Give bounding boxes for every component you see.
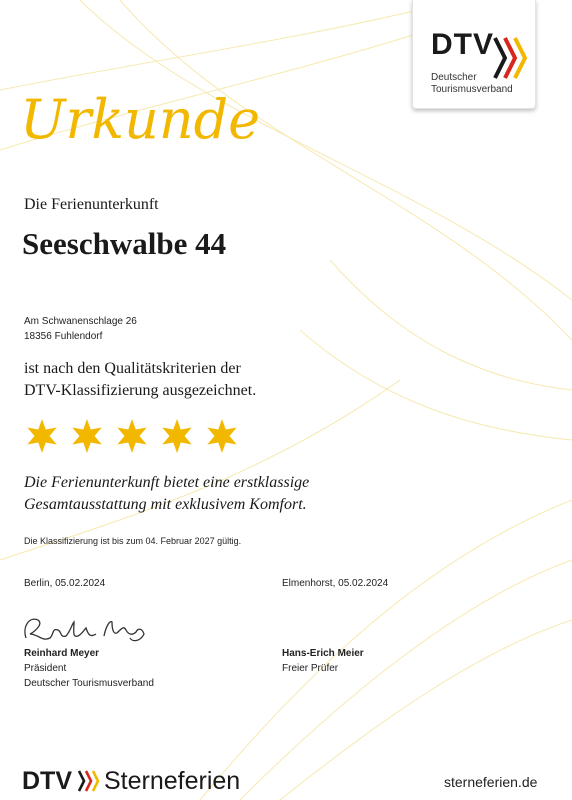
right-signatory-name: Hans-Erich Meier [282,648,364,659]
right-signatory-role: Freier Prüfer [282,663,339,674]
badge-organization [431,72,513,96]
badge-logo-text: DTV [431,28,494,61]
property-address [24,314,137,344]
badge-org-line1: Deutscher [431,72,477,83]
right-place-date: Elmenhorst, 05.02.2024 [282,578,389,589]
description-line-1: Die Ferienunterkunft bietet eine erstklassige [24,474,310,491]
description-line-2: Gesamtausstattung mit exklusivem Komfort. [24,496,307,513]
footer-chevrons-icon [78,770,102,792]
footer-logo-text: DTV [22,767,72,795]
dtv-badge [412,0,536,109]
star-icon [69,418,105,454]
property-name: Seeschwalbe 44 [22,226,227,261]
quality-line-2: DTV-Klassifizierung ausgezeichnet. [24,382,257,399]
footer-brand: Sterneferien [104,767,241,795]
footer-url: sterneferien.de [444,774,538,790]
quality-line-1: ist nach den Qualitätskriterien der [24,360,241,377]
left-signatory-role: Präsident [24,663,67,674]
quality-statement [24,358,256,402]
validity-note: Die Klassifizierung ist bis zum 04. Februar 2027 gültig. [24,536,242,546]
left-signatory-organization: Deutscher Tourismusverband [24,678,154,689]
star-icon [159,418,195,454]
left-signatory [24,646,154,691]
star-icon [114,418,150,454]
badge-org-line2: Tourismusverband [431,84,513,95]
right-signatory [282,646,364,676]
certificate-description [24,472,309,516]
left-signatory-name: Reinhard Meyer [24,648,100,659]
address-line-2: 18356 Fuhlendorf [24,331,103,342]
handwritten-signature [20,612,150,646]
address-line-1: Am Schwanenschlage 26 [24,316,137,327]
left-place-date: Berlin, 05.02.2024 [24,578,106,589]
certificate-title: Urkunde [20,88,261,151]
certificate-subtitle: Die Ferienunterkunft [24,196,159,213]
star-icon [204,418,240,454]
star-icon [24,418,60,454]
